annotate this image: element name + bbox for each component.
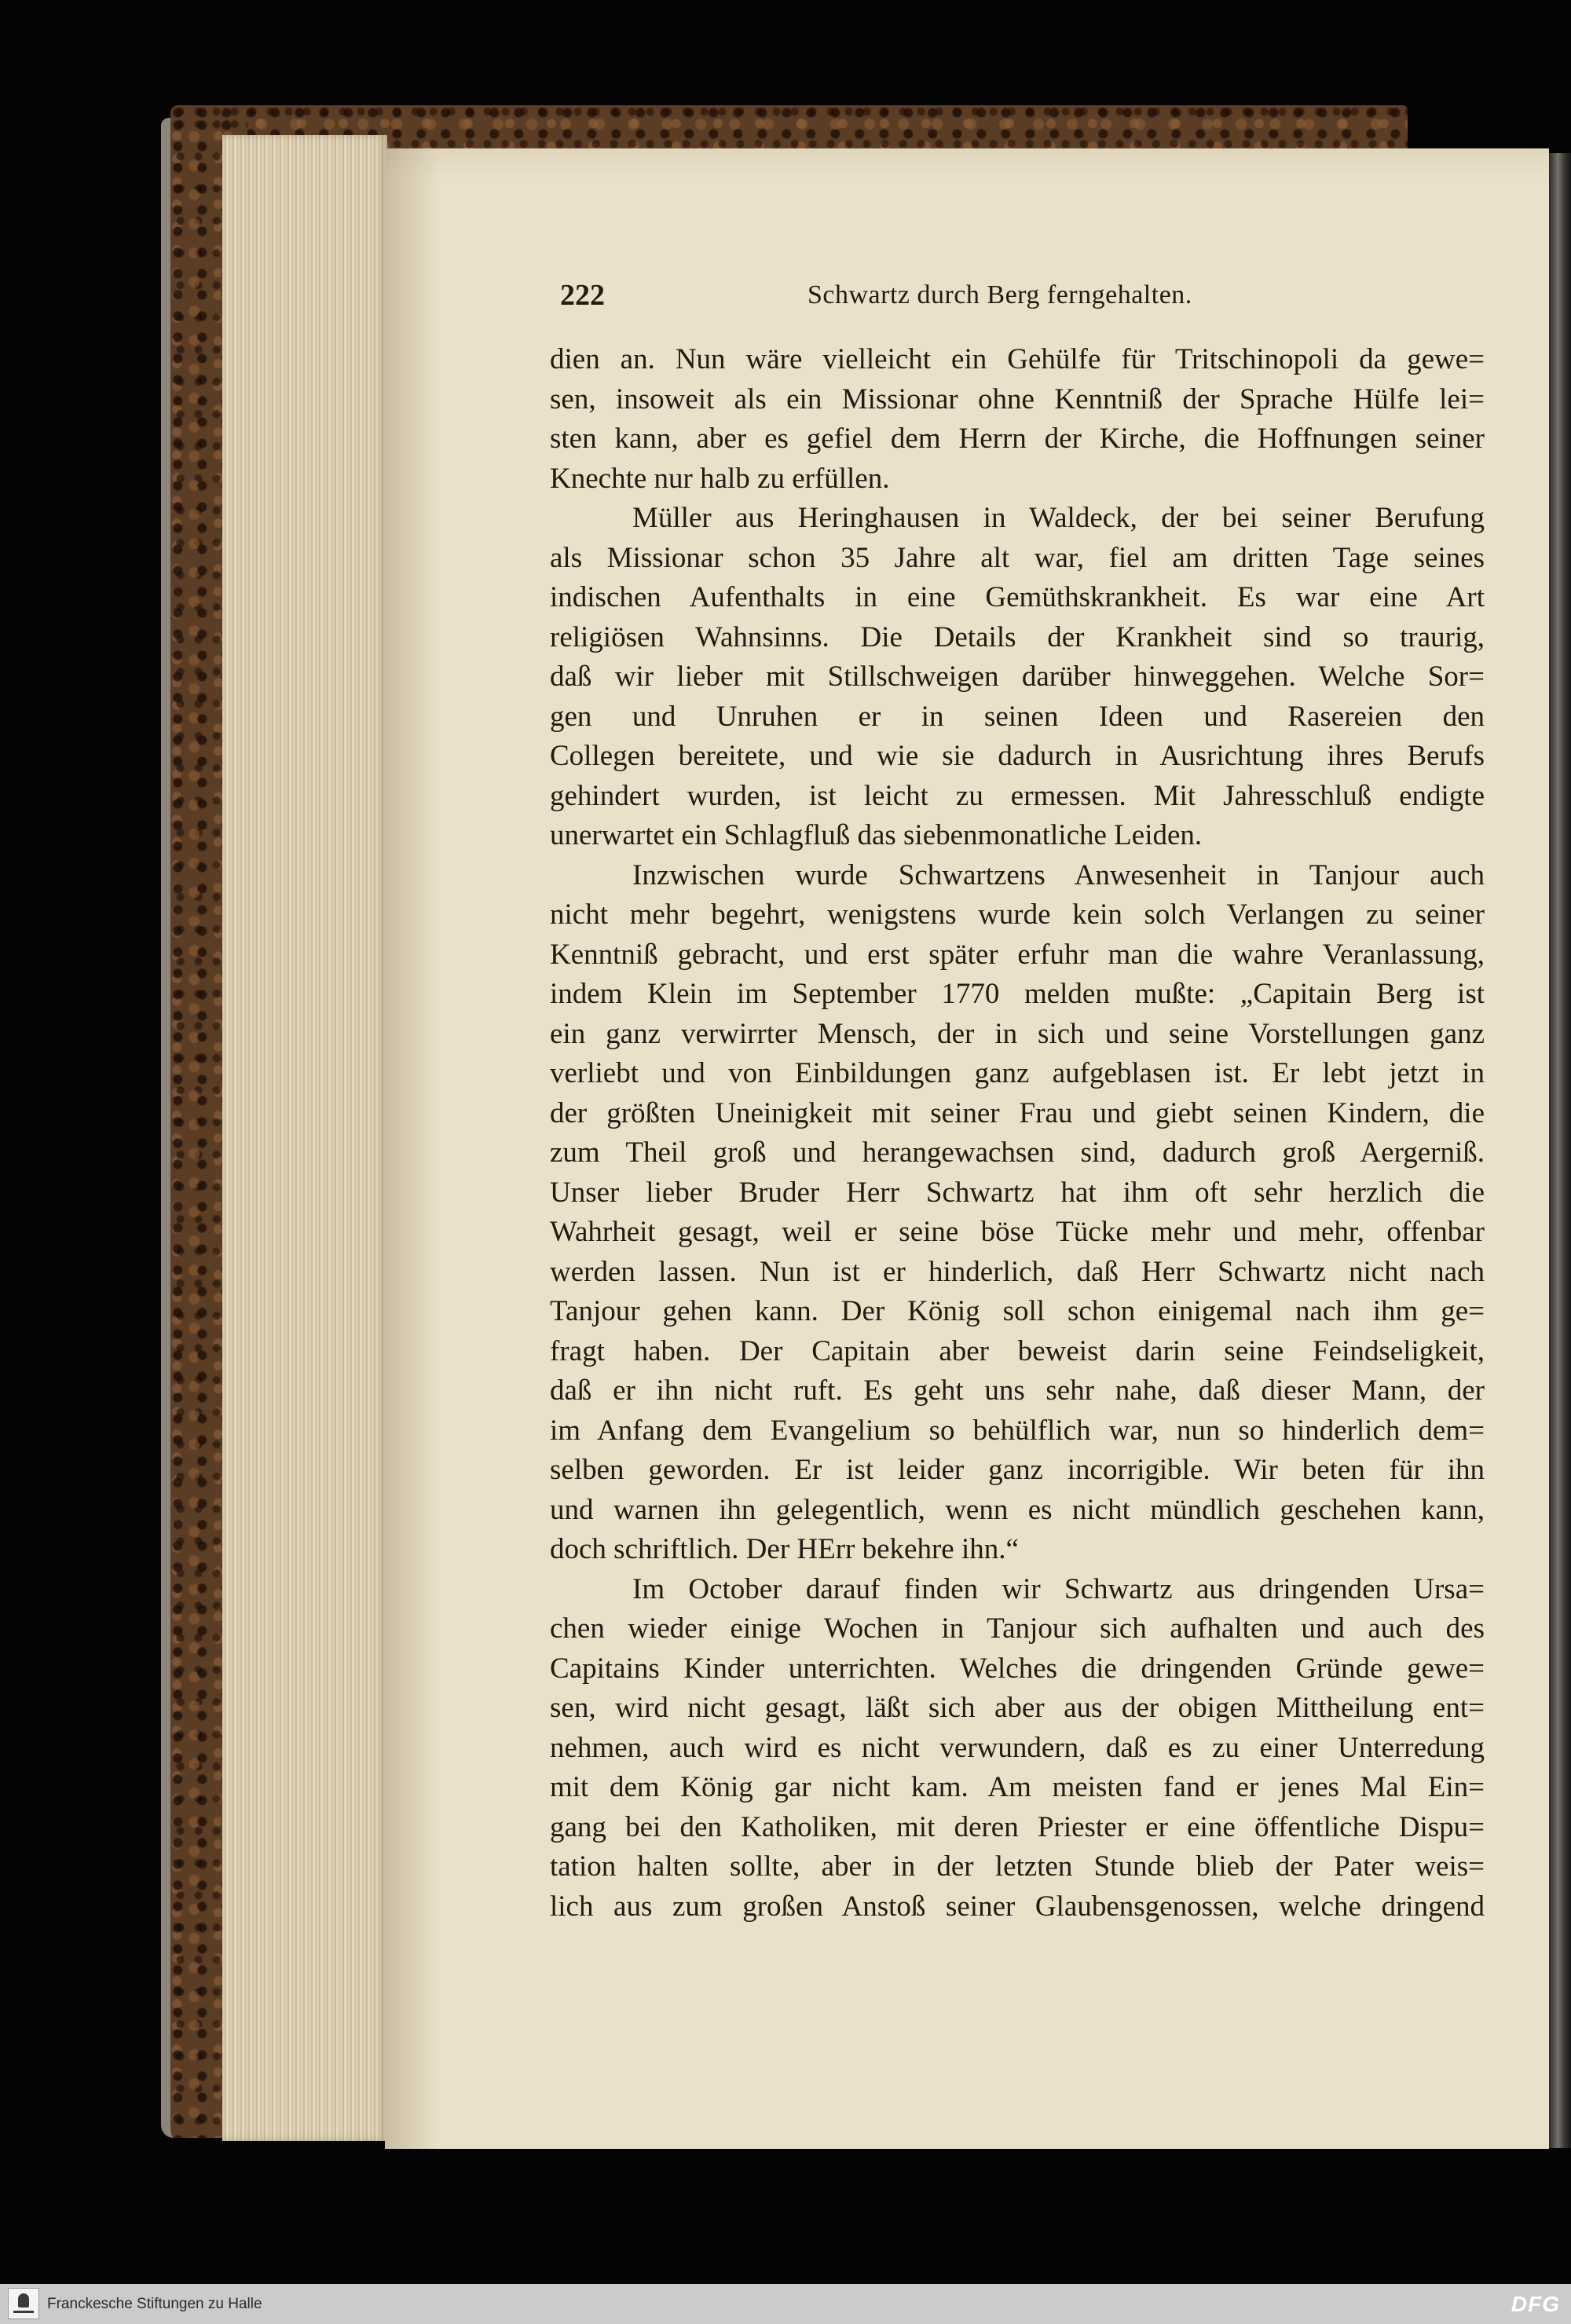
text-line: und warnen ihn gelegentlich, wenn es nicht mündlich geschehen kann, [550, 1493, 1485, 1526]
text-line: sen, insoweit als ein Missionar ohne Kenntniß der Sprache Hülfe lei= [550, 382, 1485, 415]
text-line: unerwartet ein Schlagfluß das siebenmonatliche Leiden. [550, 819, 1203, 851]
text-line: verliebt und von Einbildungen ganz aufgeblasen ist. Er lebt jetzt in [550, 1057, 1485, 1089]
emblem-shape [18, 2293, 29, 2308]
text-line: Inzwischen wurde Schwartzens Anwesenheit in Tanjour auch [632, 858, 1485, 891]
text-line: indischen Aufenthalts in eine Gemüthskrankheit. Es war eine Art [550, 581, 1485, 613]
text-line: Wahrheit gesagt, weil er seine böse Tücke mehr und mehr, offenbar [550, 1216, 1485, 1248]
page-number: 222 [560, 279, 605, 312]
text-line: im Anfang dem Evangelium so behülflich war, nun so hinderlich dem= [550, 1414, 1485, 1447]
text-line: selben geworden. Er ist leider ganz incorrigible. Wir beten für ihn [550, 1454, 1485, 1486]
paragraph [550, 856, 1485, 1570]
text-line: als Missionar schon 35 Jahre alt war, fiel am dritten Tage seines [550, 541, 1485, 574]
institution-name: Franckesche Stiftungen zu Halle [47, 2296, 262, 2312]
text-line: dien an. Nun wäre vielleicht ein Gehülfe für Tritschinopoli da gewe= [550, 343, 1485, 375]
text-line: Tanjour gehen kann. Der König soll schon einigemal nach ihm ge= [550, 1295, 1485, 1327]
text-line: Unser lieber Bruder Herr Schwartz hat ihm oft sehr herzlich die [550, 1176, 1485, 1209]
text-line: Im October darauf finden wir Schwartz aus dringenden Ursa= [632, 1572, 1485, 1605]
text-line: nicht mehr begehrt, wenigstens wurde kein solch Verlangen zu seiner [550, 898, 1485, 931]
text-line: doch schriftlich. Der HErr bekehre ihn.“ [550, 1533, 1019, 1565]
viewer-footer [0, 2284, 1571, 2324]
text-line: fragt haben. Der Capitain aber beweist darin seine Feindseligkeit, [550, 1334, 1485, 1367]
paragraph [550, 1570, 1485, 1927]
text-line: gang bei den Katholiken, mit deren Priester er eine öffentliche Dispu= [550, 1810, 1485, 1843]
institution-logo-icon [8, 2288, 39, 2319]
book-page [385, 148, 1549, 2149]
text-line: Müller aus Heringhausen in Waldeck, der bei seiner Berufung [632, 502, 1485, 534]
running-head: Schwartz durch Berg ferngehalten. [807, 280, 1192, 309]
text-line: Knechte nur halb zu erfüllen. [550, 462, 890, 495]
paragraph [550, 340, 1485, 499]
text-line: chen wieder einige Wochen in Tanjour sich aufhalten und auch des [550, 1612, 1485, 1645]
text-line: gen und Unruhen er in seinen Ideen und Rasereien den [550, 700, 1485, 733]
text-line: der größten Uneinigkeit mit seiner Frau und giebt seinen Kindern, die [550, 1096, 1485, 1129]
text-line: daß er ihn nicht ruft. Es geht uns sehr nahe, daß dieser Mann, der [550, 1374, 1485, 1407]
text-line: zum Theil groß und herangewachsen sind, dadurch groß Aergerniß. [550, 1136, 1485, 1169]
text-line: nehmen, auch wird es nicht verwundern, daß es zu einer Unterredung [550, 1731, 1485, 1764]
funder-logo: DFG [1511, 2292, 1560, 2316]
right-page-edge [1549, 153, 1571, 2148]
text-line: Capitains Kinder unterrichten. Welches die dringenden Gründe gewe= [550, 1652, 1485, 1685]
text-line: mit dem König gar nicht kam. Am meisten fand er jenes Mal Ein= [550, 1771, 1485, 1803]
paragraph [550, 499, 1485, 856]
text-line: daß wir lieber mit Stillschweigen darüber hinweggehen. Welche Sor= [550, 661, 1485, 693]
body-text [550, 340, 1485, 1927]
text-line: sen, wird nicht gesagt, läßt sich aber aus der obigen Mittheilung ent= [550, 1692, 1485, 1724]
text-line: sten kann, aber es gefiel dem Herrn der Kirche, die Hoffnungen seiner [550, 423, 1485, 455]
text-line: tation halten sollte, aber in der letzten Stunde blieb der Pater weis= [550, 1850, 1485, 1883]
emblem-base [13, 2311, 34, 2313]
text-line: gehindert wurden, ist leicht zu ermessen. Mit Jahresschluß endigte [550, 779, 1485, 812]
text-line: indem Klein im September 1770 melden mußte: „Capitain Berg ist [550, 978, 1485, 1010]
text-line: werden lassen. Nun ist er hinderlich, daß Herr Schwartz nicht nach [550, 1255, 1485, 1288]
text-line: lich aus zum großen Anstoß seiner Glaubensgenossen, welche dringend [550, 1890, 1485, 1923]
page-edges-stack [222, 135, 387, 2141]
text-line: religiösen Wahnsinns. Die Details der Krankheit sind so traurig, [550, 620, 1485, 653]
text-line: Collegen bereitete, und wie sie dadurch in Ausrichtung ihres Berufs [550, 740, 1485, 772]
text-line: ein ganz verwirrter Mensch, der in sich und seine Vorstellungen ganz [550, 1017, 1485, 1050]
text-line: Kenntniß gebracht, und erst später erfuhr man die wahre Veranlassung, [550, 938, 1485, 971]
